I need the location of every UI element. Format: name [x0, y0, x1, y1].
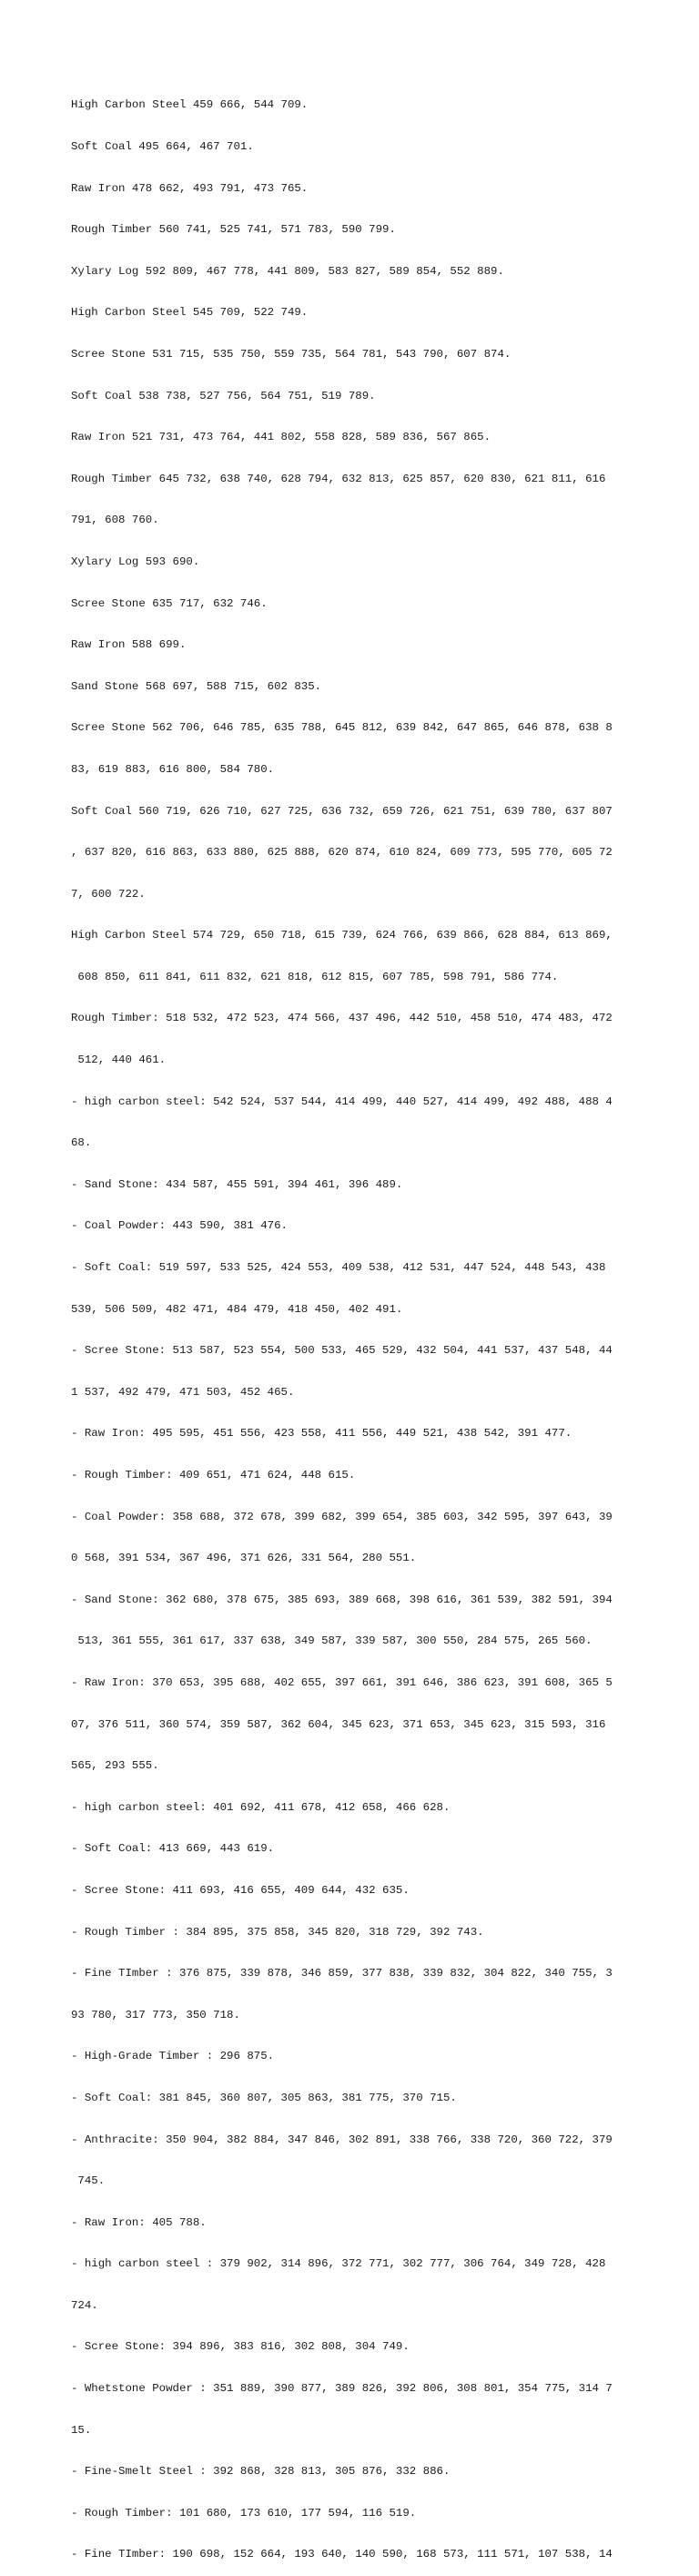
- text-line: - Scree Stone: 411 693, 416 655, 409 644, 432 635.: [71, 1883, 410, 1897]
- text-line: 0 568, 391 534, 367 496, 371 626, 331 564, 280 551.: [71, 1552, 417, 1565]
- text-line: - Soft Coal: 381 845, 360 807, 305 863, 381 775, 370 715.: [71, 2091, 457, 2104]
- text-line: 512, 440 461.: [71, 1054, 167, 1067]
- text-line: 15.: [71, 2423, 92, 2437]
- text-line: - Fine TImber: 190 698, 152 664, 193 640, 140 590, 168 573, 111 571, 107 538, 14: [71, 2548, 613, 2561]
- text-line: - high carbon steel: 401 692, 411 678, 412 658, 466 628.: [71, 1800, 451, 1814]
- text-line: Rough Timber 645 732, 638 740, 628 794, 632 813, 625 857, 620 830, 621 811, 616: [71, 472, 606, 485]
- text-line: Soft Coal 538 738, 527 756, 564 751, 519 789.: [71, 389, 376, 402]
- text-line: - Fine TImber : 376 875, 339 878, 346 859, 377 838, 339 832, 304 822, 340 755, 3: [71, 1967, 613, 1980]
- text-line: Soft Coal 495 664, 467 701.: [71, 140, 254, 153]
- text-line: - Scree Stone: 513 587, 523 554, 500 533, 465 529, 432 504, 441 537, 437 548, 44: [71, 1344, 613, 1358]
- text-line: - Anthracite: 350 904, 382 884, 347 846, 302 891, 338 766, 338 720, 360 722, 379: [71, 2133, 613, 2146]
- text-line: Xylary Log 592 809, 467 778, 441 809, 583 827, 589 854, 552 889.: [71, 264, 504, 278]
- text-line: Xylary Log 593 690.: [71, 555, 200, 568]
- text-line: - Rough Timber: 101 680, 173 610, 177 594, 116 519.: [71, 2506, 417, 2520]
- text-line: - Coal Powder: 358 688, 372 678, 399 682, 399 654, 385 603, 342 595, 397 643, 39: [71, 1510, 613, 1523]
- text-line: Soft Coal 560 719, 626 710, 627 725, 636 732, 659 726, 621 751, 639 780, 637 807: [71, 804, 613, 818]
- text-line: Raw Iron 588 699.: [71, 638, 187, 652]
- text-line: Scree Stone 635 717, 632 746.: [71, 596, 268, 610]
- text-line: 68.: [71, 1136, 92, 1150]
- text-line: - Rough Timber : 384 895, 375 858, 345 820, 318 729, 392 743.: [71, 1925, 484, 1939]
- text-line: - Scree Stone: 394 896, 383 816, 302 808, 304 749.: [71, 2340, 410, 2354]
- text-line: 83, 619 883, 616 800, 584 780.: [71, 762, 275, 776]
- text-line: - high carbon steel: 542 524, 537 544, 414 499, 440 527, 414 499, 492 488, 488 4: [71, 1095, 613, 1108]
- text-line: - Soft Coal: 519 597, 533 525, 424 553, 409 538, 412 531, 447 524, 448 543, 438: [71, 1261, 606, 1275]
- text-line: - Raw Iron: 370 653, 395 688, 402 655, 397 661, 391 646, 386 623, 391 608, 365 5: [71, 1675, 613, 1689]
- text-line: - Coal Powder: 443 590, 381 476.: [71, 1219, 288, 1233]
- text-line: - Whetstone Powder : 351 889, 390 877, 389 826, 392 806, 308 801, 354 775, 314 7: [71, 2382, 613, 2396]
- text-line: - Rough Timber: 409 651, 471 624, 448 615.: [71, 1469, 356, 1481]
- text-line: 539, 506 509, 482 471, 484 479, 418 450, 402 491.: [71, 1302, 403, 1316]
- text-line: High Carbon Steel 545 709, 522 749.: [71, 306, 309, 320]
- text-line: 93 780, 317 773, 350 718.: [71, 2008, 240, 2021]
- text-line: High Carbon Steel 574 729, 650 718, 615 739, 624 766, 639 866, 628 884, 613 869,: [71, 929, 613, 942]
- text-line: 745.: [71, 2174, 106, 2188]
- text-line: Rough Timber 560 741, 525 741, 571 783, 590 799.: [71, 223, 396, 237]
- text-line: 791, 608 760.: [71, 514, 159, 527]
- text-line: Raw Iron 478 662, 493 791, 473 765.: [71, 181, 309, 195]
- text-line: - High-Grade Timber : 296 875.: [71, 2050, 275, 2063]
- text-line: - Raw Iron: 495 595, 451 556, 423 558, 411 556, 449 521, 438 542, 391 477.: [71, 1427, 572, 1441]
- text-line: - high carbon steel : 379 902, 314 896, 372 771, 302 777, 306 764, 349 728, 428: [71, 2257, 606, 2271]
- text-line: - Fine-Smelt Steel : 392 868, 328 813, 305 876, 332 886.: [71, 2465, 451, 2479]
- text-line: 7, 600 722.: [71, 887, 146, 901]
- text-line: High Carbon Steel 459 666, 544 709.: [71, 98, 309, 112]
- text-line: Scree Stone 562 706, 646 785, 635 788, 645 812, 639 842, 647 865, 646 878, 638 8: [71, 721, 613, 735]
- text-line: 513, 361 555, 361 617, 337 638, 349 587, 339 587, 300 550, 284 575, 265 560.: [71, 1634, 593, 1648]
- text-line: Sand Stone 568 697, 588 715, 602 835.: [71, 679, 322, 693]
- text-line: Scree Stone 531 715, 535 750, 559 735, 564 781, 543 790, 607 874.: [71, 347, 512, 361]
- text-line: Raw Iron 521 731, 473 764, 441 802, 558 828, 589 836, 567 865.: [71, 431, 491, 444]
- text-line: 07, 376 511, 360 574, 359 587, 362 604, 345 623, 371 653, 345 623, 315 593, 316: [71, 1717, 606, 1731]
- text-line: 608 850, 611 841, 611 832, 621 818, 612 815, 607 785, 598 791, 586 774.: [71, 970, 559, 983]
- text-line: , 637 820, 616 863, 633 880, 625 888, 620 874, 610 824, 609 773, 595 770, 605 72: [71, 846, 613, 860]
- text-line: - Soft Coal: 413 669, 443 619.: [71, 1842, 275, 1856]
- text-line: Rough Timber: 518 532, 472 523, 474 566, 437 496, 442 510, 458 510, 474 483, 472: [71, 1012, 613, 1025]
- document-text: [71, 71, 630, 2576]
- text-line: - Raw Iron: 405 788.: [71, 2215, 207, 2229]
- text-line: - Sand Stone: 434 587, 455 591, 394 461, 396 489.: [71, 1177, 403, 1191]
- text-line: 565, 293 555.: [71, 1759, 159, 1773]
- text-line: 724.: [71, 2298, 98, 2312]
- text-line: 1 537, 492 479, 471 503, 452 465.: [71, 1385, 295, 1399]
- text-line: - Sand Stone: 362 680, 378 675, 385 693, 389 668, 398 616, 361 539, 382 591, 394: [71, 1593, 613, 1606]
